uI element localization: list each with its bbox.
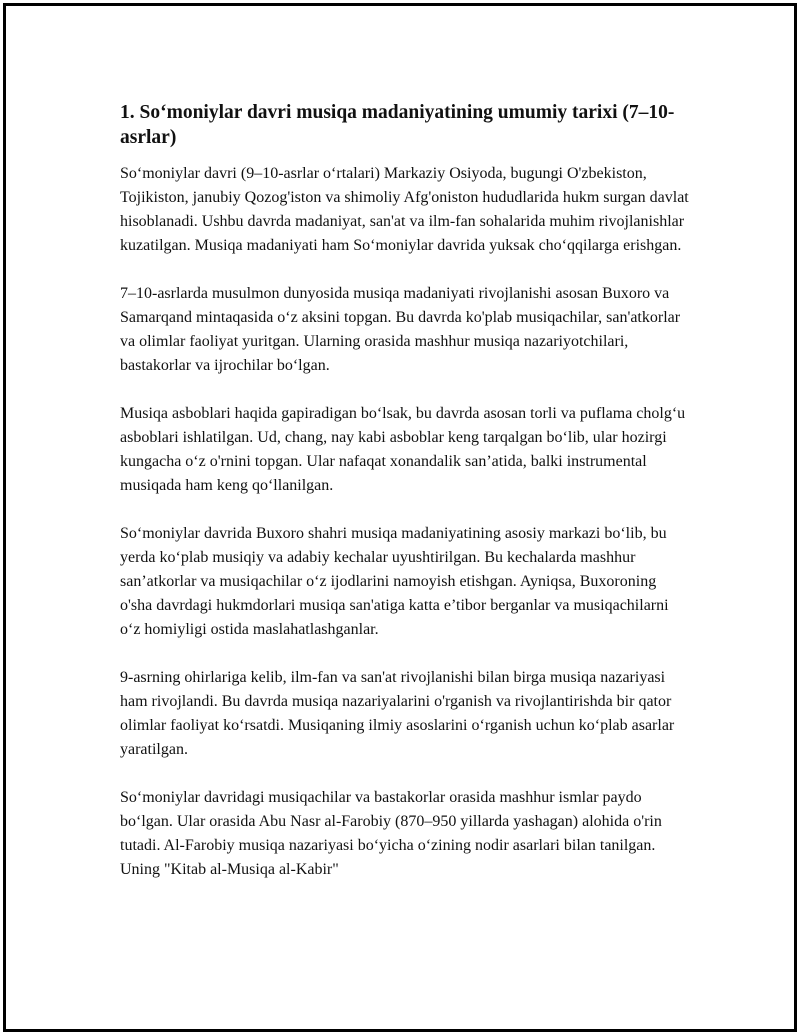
paragraph-5: 9-asrning ohirlariga kelib, ilm-fan va san'at rivojlanishi bilan birga musiqa nazariyasi ham rivojlandi. Bu davrda musiqa nazariyalarini o'rganish va rivojlantirishda bir qator olimlar faoliyat ko‘rsatdi. Musiqaning ilmiy asoslarini o‘rganish uchun ko‘plab asarlar yaratilgan. [120,669,675,758]
paragraph-6: So‘moniylar davridagi musiqachilar va bastakorlar orasida mashhur ismlar paydo bo‘lgan. Ular orasida Abu Nasr al-Farobiy (870–950 yillarda yashagan) alohida o'rin tutadi. Al-Farobiy musiqa nazariyasi bo‘yicha o‘zining nodir asarlari bilan tanilgan. Uning "Kitab al-Musiqa al-Kabir" [120,789,662,878]
section-title: 1. So‘moniylar davri musiqa madaniyatining umumiy tarixi (7–10-asrlar) [120,102,675,148]
paragraph-1: So‘moniylar davri (9–10-asrlar o‘rtalari) Markaziy Osiyoda, bugungi O'zbekiston, Tojikiston, janubiy Qozog'iston va shimoliy Afg'oniston hududlarida hukm surgan davlat hisoblanadi. Ushbu davrda madaniyat, san'at va ilm-fan sohalarida muhim rivojlanishlar kuzatilgan. Musiqa madaniyati ham So‘moniylar davrida yuksak cho‘qqilarga erishgan. [120,165,689,254]
paragraph-3: Musiqa asboblari haqida gapiradigan bo‘lsak, bu davrda asosan torli va puflama cholg‘u asboblari ishlatilgan. Ud, chang, nay kabi asboblar keng tarqalgan bo‘lib, ular hozirgi kungacha o‘z o'rnini topgan. Ular nafaqat xonandalik san’atida, balki instrumental musiqada ham keng qo‘llanilgan. [120,405,686,494]
page-frame [3,3,797,1032]
document-body [120,100,692,906]
paragraph-4: So‘moniylar davrida Buxoro shahri musiqa madaniyatining asosiy markazi bo‘lib, bu yerda ko‘plab musiqiy va adabiy kechalar uyushtirilgan. Bu kechalarda mashhur san’atkorlar va musiqachilar o‘z ijodlarini namoyish etishgan. Ayniqsa, Buxoroning o'sha davrdagi hukmdorlari musiqa san'atiga katta e’tibor berganlar va musiqachilarni o‘z homiyligi ostida maslahatlashganlar. [120,525,669,638]
paragraph-2: 7–10-asrlarda musulmon dunyosida musiqa madaniyati rivojlanishi asosan Buxoro va Samarqand mintaqasida o‘z aksini topgan. Bu davrda ko'plab musiqachilar, san'atkorlar va olimlar faoliyat yuritgan. Ularning orasida mashhur musiqa nazariyotchilari, bastakorlar va ijrochilar bo‘lgan. [120,285,681,374]
